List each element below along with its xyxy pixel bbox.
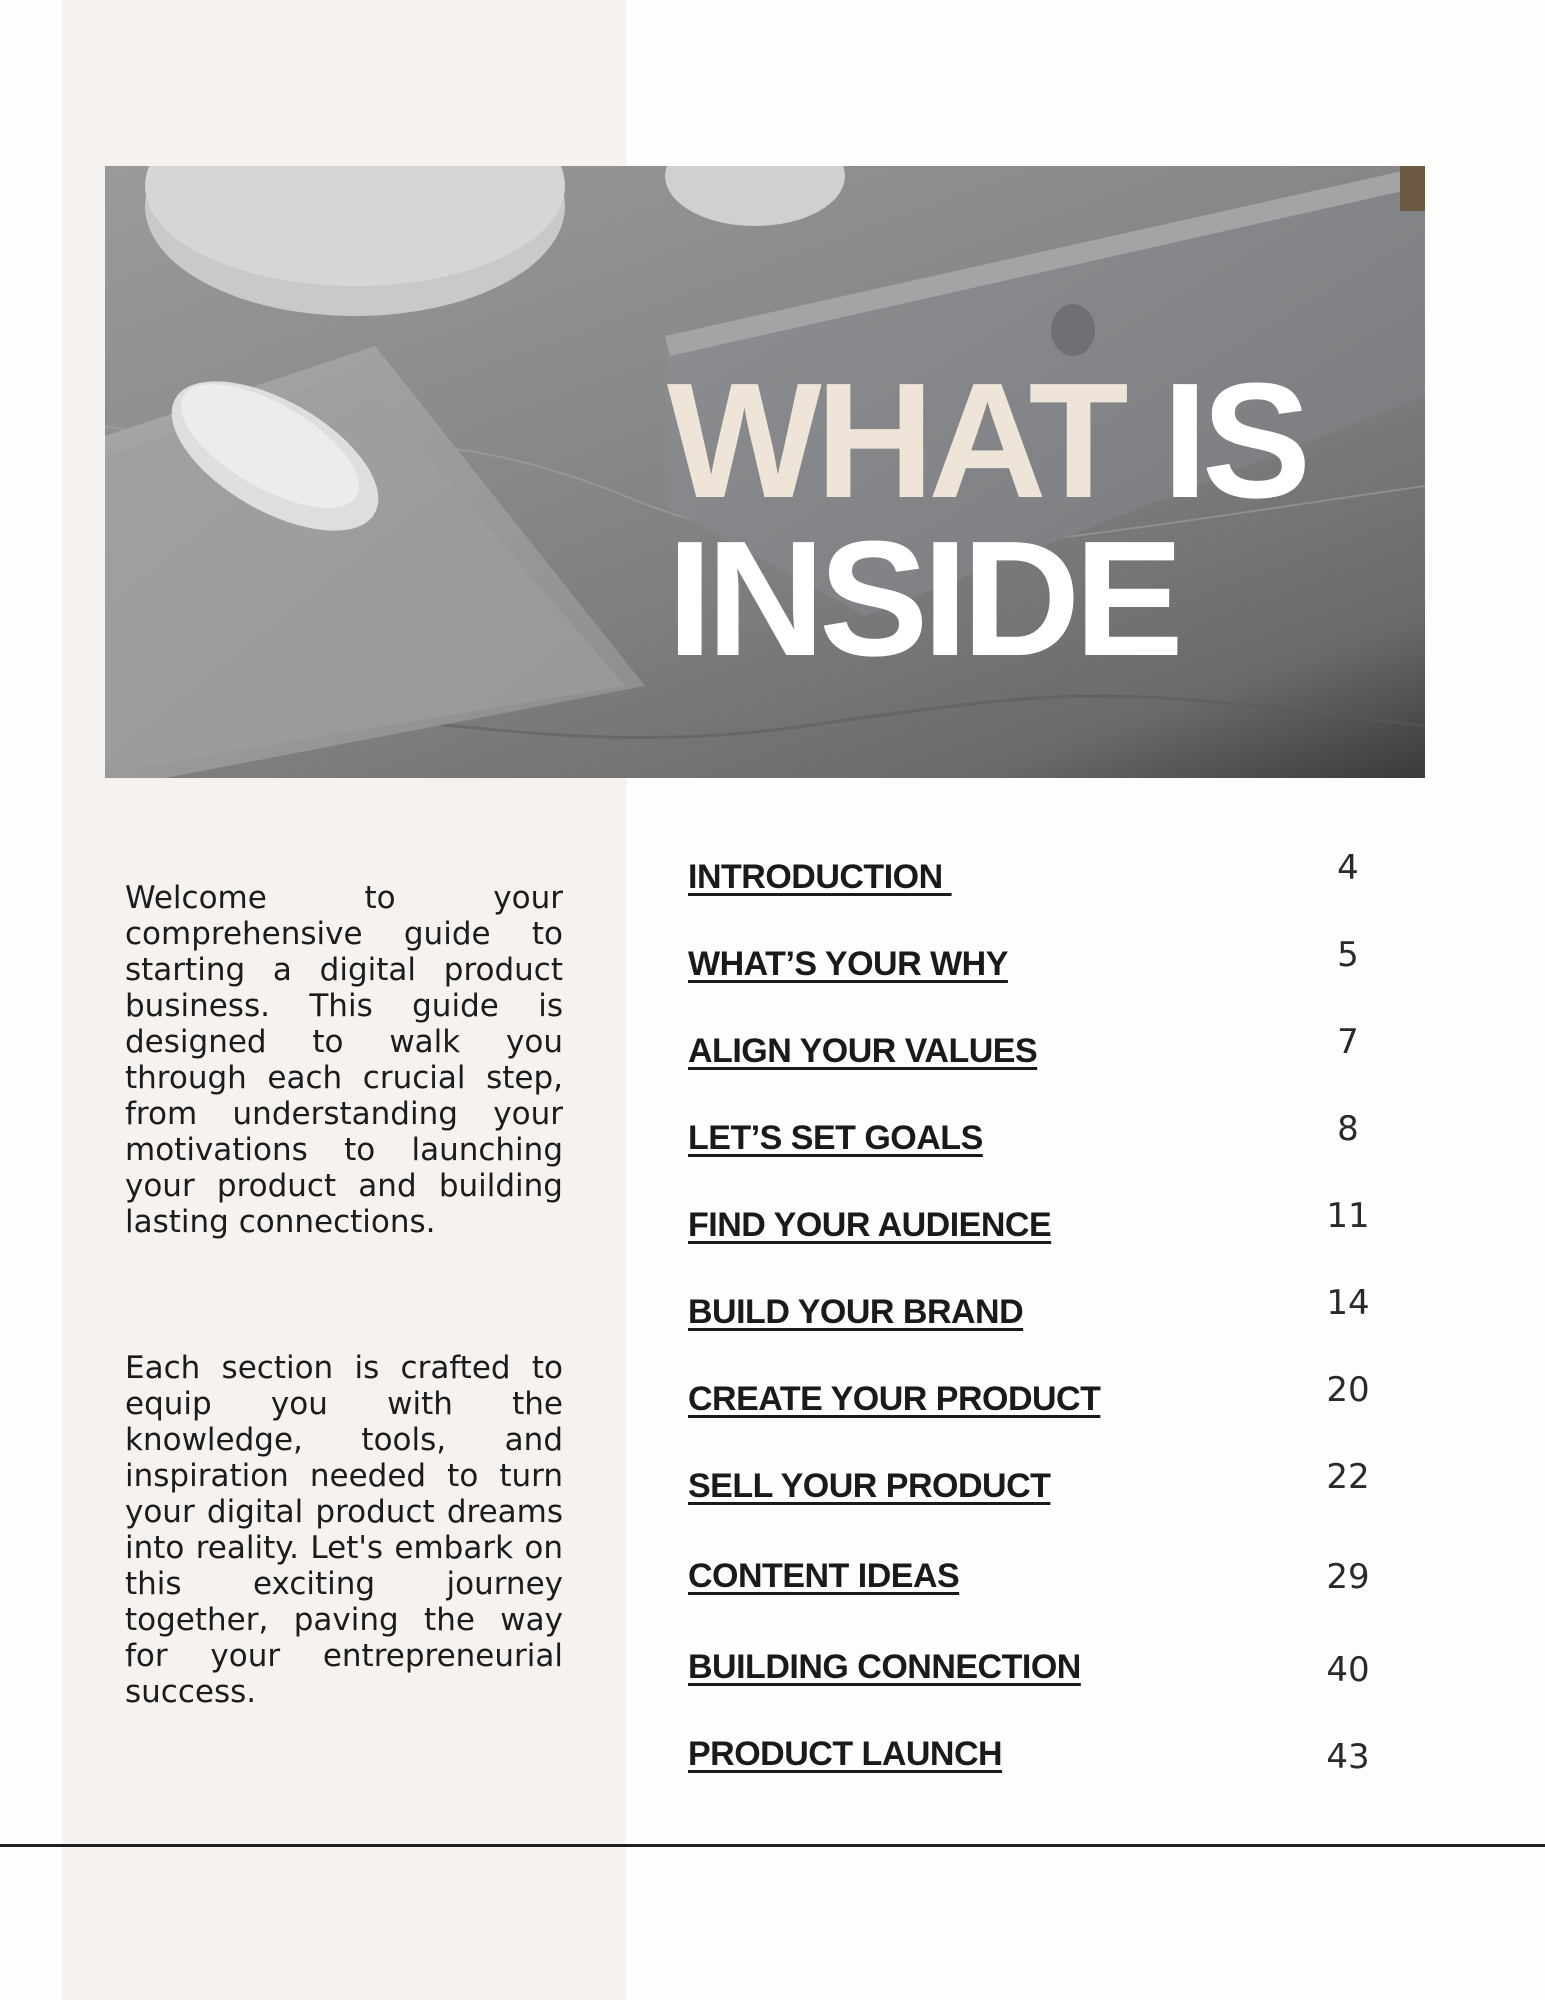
title-word-is: IS bbox=[1162, 349, 1306, 532]
toc-item-page: 22 bbox=[1326, 1457, 1370, 1497]
toc-item-page: 8 bbox=[1337, 1109, 1359, 1149]
toc-item-label[interactable]: PRODUCT LAUNCH bbox=[688, 1735, 1003, 1773]
toc-item-label[interactable]: CREATE YOUR PRODUCT bbox=[688, 1380, 1101, 1418]
toc-item-label[interactable]: FIND YOUR AUDIENCE bbox=[688, 1206, 1052, 1244]
intro-paragraph-2: Each section is crafted to equip you with the knowledge, tools, and inspiration needed to turn your digital product dreams into reality. Let's embark on this exciting journey together, paving the way for your entrepreneurial success. bbox=[125, 1350, 563, 1710]
toc-item-building-connection[interactable] bbox=[688, 1648, 1408, 1708]
toc-item-find-your-audience[interactable] bbox=[688, 1196, 1408, 1266]
toc-item-page: 20 bbox=[1326, 1370, 1370, 1410]
toc-item-product-launch[interactable] bbox=[688, 1735, 1408, 1795]
toc-item-page: 4 bbox=[1337, 848, 1359, 888]
toc-item-label[interactable]: WHAT’S YOUR WHY bbox=[688, 945, 1008, 983]
toc-item-page: 43 bbox=[1326, 1737, 1370, 1777]
toc-item-page: 11 bbox=[1326, 1196, 1370, 1236]
toc-item-page: 40 bbox=[1326, 1650, 1370, 1690]
toc-item-page: 14 bbox=[1326, 1283, 1370, 1323]
bottom-divider bbox=[0, 1844, 1545, 1847]
toc-item-page: 29 bbox=[1326, 1557, 1370, 1597]
toc-item-page: 5 bbox=[1337, 935, 1359, 975]
intro-paragraph-1: Welcome to your comprehensive guide to starting a digital product business. This guide is designed to walk you through each crucial step, from understanding your motivations to launching your product and building lasting connections. bbox=[125, 880, 563, 1240]
toc-item-label[interactable]: SELL YOUR PRODUCT bbox=[688, 1467, 1051, 1505]
toc-item-content-ideas[interactable] bbox=[688, 1557, 1408, 1617]
toc-item-introduction[interactable] bbox=[688, 848, 1408, 918]
toc-item-create-your-product[interactable] bbox=[688, 1370, 1408, 1440]
toc-item-label[interactable]: BUILD YOUR BRAND bbox=[688, 1293, 1024, 1331]
page-title bbox=[667, 349, 1306, 690]
toc-item-whats-your-why[interactable] bbox=[688, 935, 1408, 1005]
toc-item-sell-your-product[interactable] bbox=[688, 1457, 1408, 1527]
toc-item-label[interactable]: LET’S SET GOALS bbox=[688, 1119, 983, 1157]
toc-item-label[interactable]: ALIGN YOUR VALUES bbox=[688, 1032, 1038, 1070]
hero-image bbox=[105, 166, 1425, 778]
toc-item-lets-set-goals[interactable] bbox=[688, 1109, 1408, 1179]
title-accent-word: WHAT bbox=[667, 349, 1123, 532]
toc-item-page: 7 bbox=[1337, 1022, 1359, 1062]
toc-item-label[interactable]: BUILDING CONNECTION bbox=[688, 1648, 1081, 1686]
toc-item-label[interactable]: INTRODUCTION bbox=[688, 858, 952, 896]
toc-item-align-your-values[interactable] bbox=[688, 1022, 1408, 1092]
toc-item-label[interactable]: CONTENT IDEAS bbox=[688, 1557, 960, 1595]
toc-item-build-your-brand[interactable] bbox=[688, 1283, 1408, 1353]
title-word-inside: INSIDE bbox=[667, 507, 1178, 690]
